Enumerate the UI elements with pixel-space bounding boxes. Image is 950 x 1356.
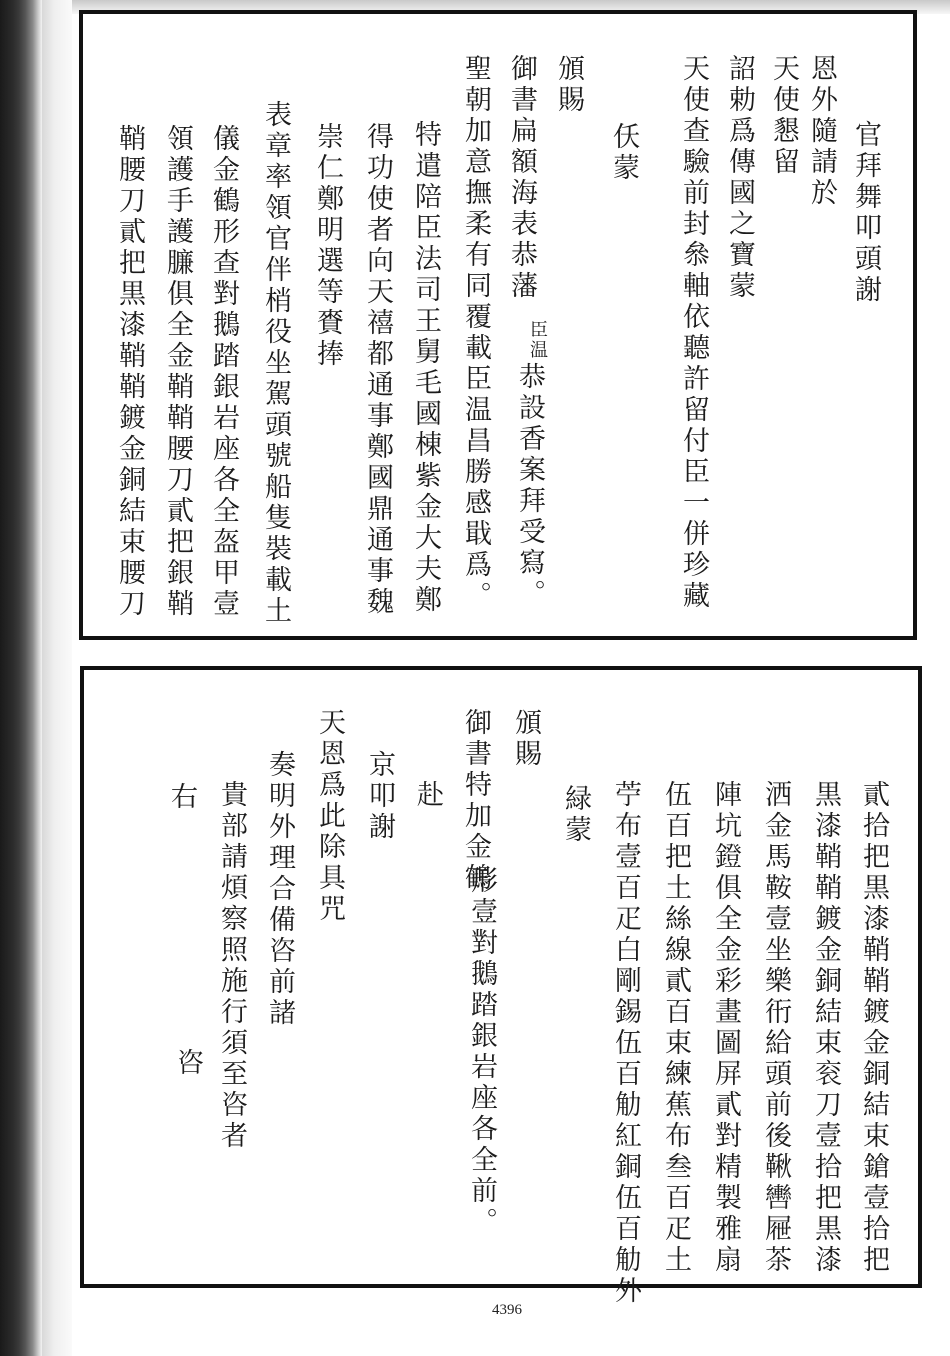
top-column-2: 恩外隨請於 <box>806 54 837 209</box>
bottom-column-4: 陣坑鐙俱全金彩畫圖屏貳對精製雅扇 <box>710 780 741 1276</box>
bottom-column-3: 洒金馬鞍壹坐樂衎給頭前後鞦轡屜茶 <box>760 780 791 1276</box>
top-column-9: 聖朝加意撫柔有同覆載臣温昌勝感戢爲。 <box>460 54 491 612</box>
page-edge <box>42 0 72 1356</box>
top-column-3: 天使懇留 <box>768 54 799 178</box>
bottom-column-10: 赴 <box>412 780 443 811</box>
bottom-column-11: 京叩謝 <box>364 750 395 843</box>
top-column-1: 官拜舞叩頭謝 <box>850 120 881 306</box>
bottom-document-frame <box>80 666 922 1288</box>
top-column-12: 崇仁鄭明選等賚捧 <box>312 122 343 370</box>
top-column-15: 領護手護臁俱全金鞘鞘腰刀貳把銀鞘 <box>162 124 193 620</box>
bottom-column-13: 奏明外理合備咨前諸 <box>264 750 295 1029</box>
top-column-6: 仸蒙 <box>608 122 639 184</box>
bottom-column-8: 頒賜 <box>510 708 541 770</box>
book-binding-shadow <box>0 0 42 1356</box>
bottom-column-12: 天恩爲此除具咒 <box>314 708 345 925</box>
top-column-11: 得功使者向天禧都通事鄭國鼎通事魏 <box>362 122 393 618</box>
bottom-column-7: 緑蒙 <box>560 784 591 846</box>
bottom-column-9b: 形壹對鵝踏銀岩座各全前。 <box>466 866 497 1238</box>
top-column-4: 詔勅爲傳國之寶蒙 <box>724 54 755 302</box>
top-column-8: 御書扁額海表恭藩 <box>506 54 537 302</box>
bottom-column-15: 右 <box>166 782 197 813</box>
bottom-column-6: 苧布壹百疋白剛錫伍百觔紅銅伍百觔外 <box>610 780 641 1307</box>
bottom-column-2: 黒漆鞘鞘鍍金銅結束衮刀壹拾把黒漆 <box>810 780 841 1276</box>
bottom-column-16: 咨 <box>172 1048 203 1079</box>
top-column-16: 鞘腰刀貳把黒漆鞘鞘鍍金銅結束腰刀 <box>114 124 145 620</box>
bottom-column-9: 御書特加金鶴 <box>460 708 491 894</box>
bottom-column-1: 貳拾把黒漆鞘鞘鍍金銅結束鎗壹拾把 <box>858 780 889 1276</box>
top-column-13: 表章率領官伴梢役坐駕頭號船隻裝載土 <box>260 100 291 627</box>
top-column-8b: 恭設香案拜受寫。 <box>514 362 545 610</box>
top-column-7: 頒賜 <box>553 54 584 116</box>
top-column-8-note: 臣温 <box>527 320 548 360</box>
bottom-column-14: 貴部請煩察照施行須至咨者 <box>216 780 247 1152</box>
top-column-10: 特遣陪臣法司王舅毛國棟紫金大夫鄭 <box>410 120 441 616</box>
bottom-column-5: 伍百把土絲線貳百束練蕉布叁百疋土 <box>660 780 691 1276</box>
top-column-5: 天使查驗前封叅軸依聽許留付臣一併珍藏 <box>678 54 709 612</box>
page-number: 4396 <box>492 1302 522 1318</box>
top-column-14: 儀金鶴形查對鵝踏銀岩座各全盔甲壹 <box>208 124 239 620</box>
